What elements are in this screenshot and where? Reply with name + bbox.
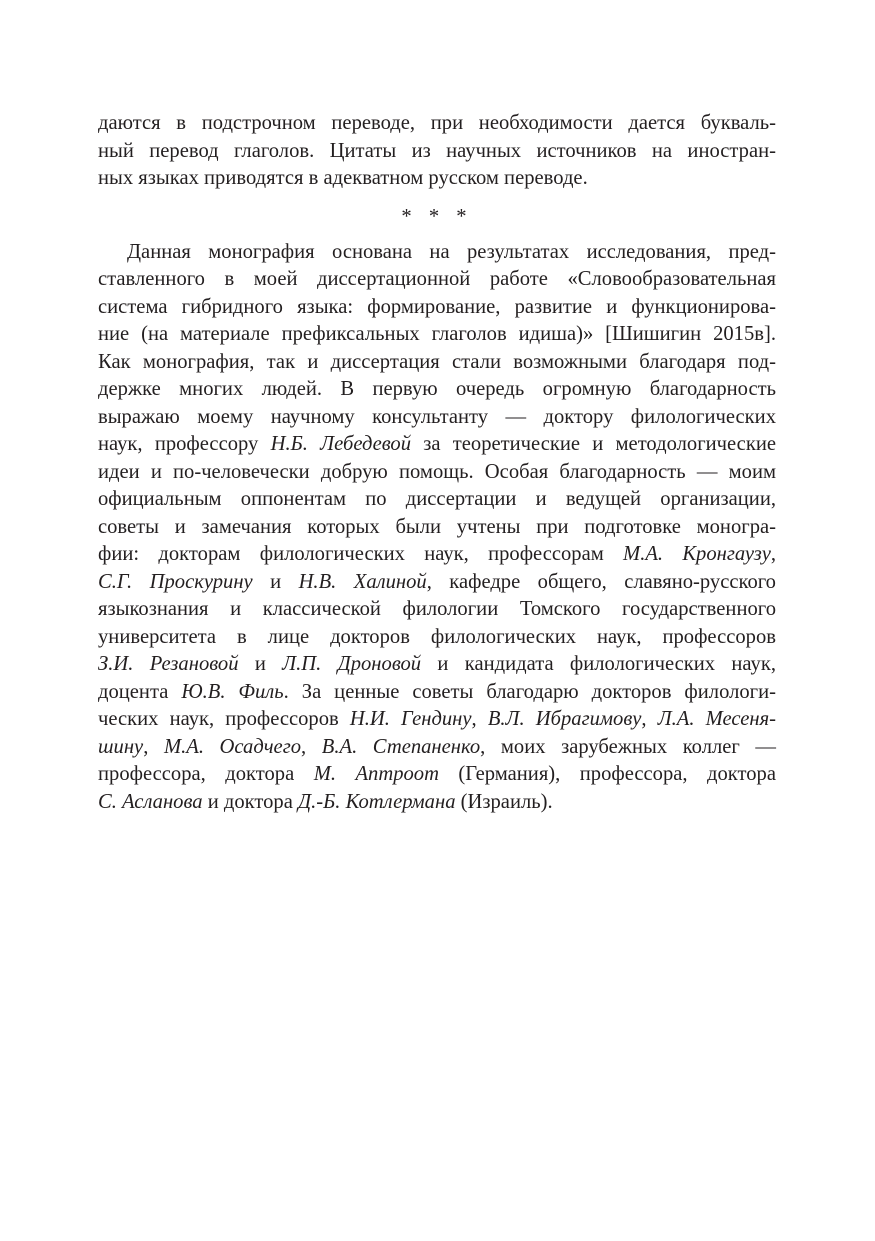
text-line: ный перевод глаголов. Цитаты из научных источников на иностран-	[98, 139, 776, 162]
text-line: система гибридного языка: формирование, развитие и функционирова-	[98, 295, 776, 318]
text-run: , моих зарубежных коллег —	[480, 735, 777, 758]
text-run: доцента	[98, 680, 182, 703]
intro-paragraph	[98, 110, 776, 193]
text-line: выражаю моему научному консультанту — доктору филологических	[98, 405, 776, 428]
text-run: и доктора	[202, 790, 299, 813]
person-name: М.А. Осадчего	[163, 735, 302, 758]
person-name: Л.А. Месеня-	[657, 708, 777, 730]
person-name: Д.-Б. Котлермана	[298, 790, 456, 813]
text-run: фии: докторам филологических наук, профессорам	[98, 543, 624, 565]
person-name: Н.В. Халиной	[298, 570, 427, 593]
text-run: ,	[301, 735, 322, 758]
text-line	[98, 706, 776, 734]
person-name: С.Г. Проскурину	[98, 570, 253, 593]
text-run: и	[252, 570, 299, 593]
person-name: Н.Б. Лебедевой	[270, 433, 412, 455]
text-line: держке многих людей. В первую очередь огромную благодарность	[98, 378, 776, 400]
text-run: за теоретические и методологические	[411, 433, 776, 455]
text-run: и кандидата филологических наук,	[421, 653, 776, 675]
text-line: университета в лице докторов филологических наук, профессоров	[98, 625, 776, 648]
text-line: языкознания и классической филологии Томского государственного	[98, 598, 776, 620]
person-name: Н.И. Гендину	[349, 708, 472, 730]
text-run: ческих наук, профессоров	[98, 708, 350, 730]
text-line: советы и замечания которых были учтены при подготовке моногра-	[98, 515, 776, 538]
text-run: , кафедре общего, славяно-русского	[426, 570, 776, 593]
page-content	[98, 110, 776, 816]
text-line: идеи и по-человечески добрую помощь. Особая благодарность — моим	[98, 460, 776, 483]
text-line: ных языках приводятся в адекватном русском переводе.	[98, 167, 588, 189]
text-run: ,	[641, 708, 658, 730]
text-line: даются в подстрочном переводе, при необходимости дается букваль-	[98, 112, 776, 134]
section-separator: * * *	[401, 205, 473, 228]
text-line	[98, 734, 776, 762]
person-name: З.И. Резановой	[98, 653, 239, 675]
text-run: ,	[471, 708, 488, 730]
text-line	[98, 431, 776, 459]
person-name: М.А. Кронгаузу	[623, 543, 771, 565]
person-name: В.А. Степаненко	[321, 735, 481, 758]
person-name: Л.П. Дроновой	[282, 653, 422, 675]
text-run: профессора, доктора	[98, 763, 314, 785]
text-run: (Израиль).	[455, 790, 553, 813]
person-name: В.Л. Ибрагимову	[487, 708, 642, 730]
person-name: М. Аптроот	[313, 763, 439, 785]
text-line: ставленного в моей диссертационной работе «Словообразовательная	[98, 268, 776, 290]
acknowledgements-paragraph	[98, 239, 776, 817]
text-run: ,	[770, 543, 776, 565]
text-line: официальным оппонентам по диссертации и ведущей организации,	[98, 488, 776, 510]
text-line	[98, 679, 776, 707]
text-line: ние (на материале префиксальных глаголов идиша)» [Шишигин 2015в].	[98, 323, 776, 345]
person-name: Ю.В. Филь	[181, 680, 284, 703]
text-run: наук, профессору	[98, 433, 271, 455]
text-run: . За ценные советы благодарю докторов филологи-	[283, 680, 776, 703]
text-run: ,	[143, 735, 164, 758]
text-line: Данная монография основана на результатах исследования, пред-	[127, 240, 776, 263]
text-run: (Германия), профессора, доктора	[438, 763, 776, 785]
text-line	[98, 569, 776, 597]
text-line	[98, 789, 776, 817]
text-line	[98, 761, 776, 789]
text-run: и	[238, 653, 283, 675]
person-name: С. Асланова	[98, 790, 203, 813]
person-name: шину	[98, 735, 144, 758]
text-line: Как монография, так и диссертация стали возможными благодаря под-	[98, 350, 776, 373]
text-line	[98, 651, 776, 679]
text-line	[98, 541, 776, 569]
